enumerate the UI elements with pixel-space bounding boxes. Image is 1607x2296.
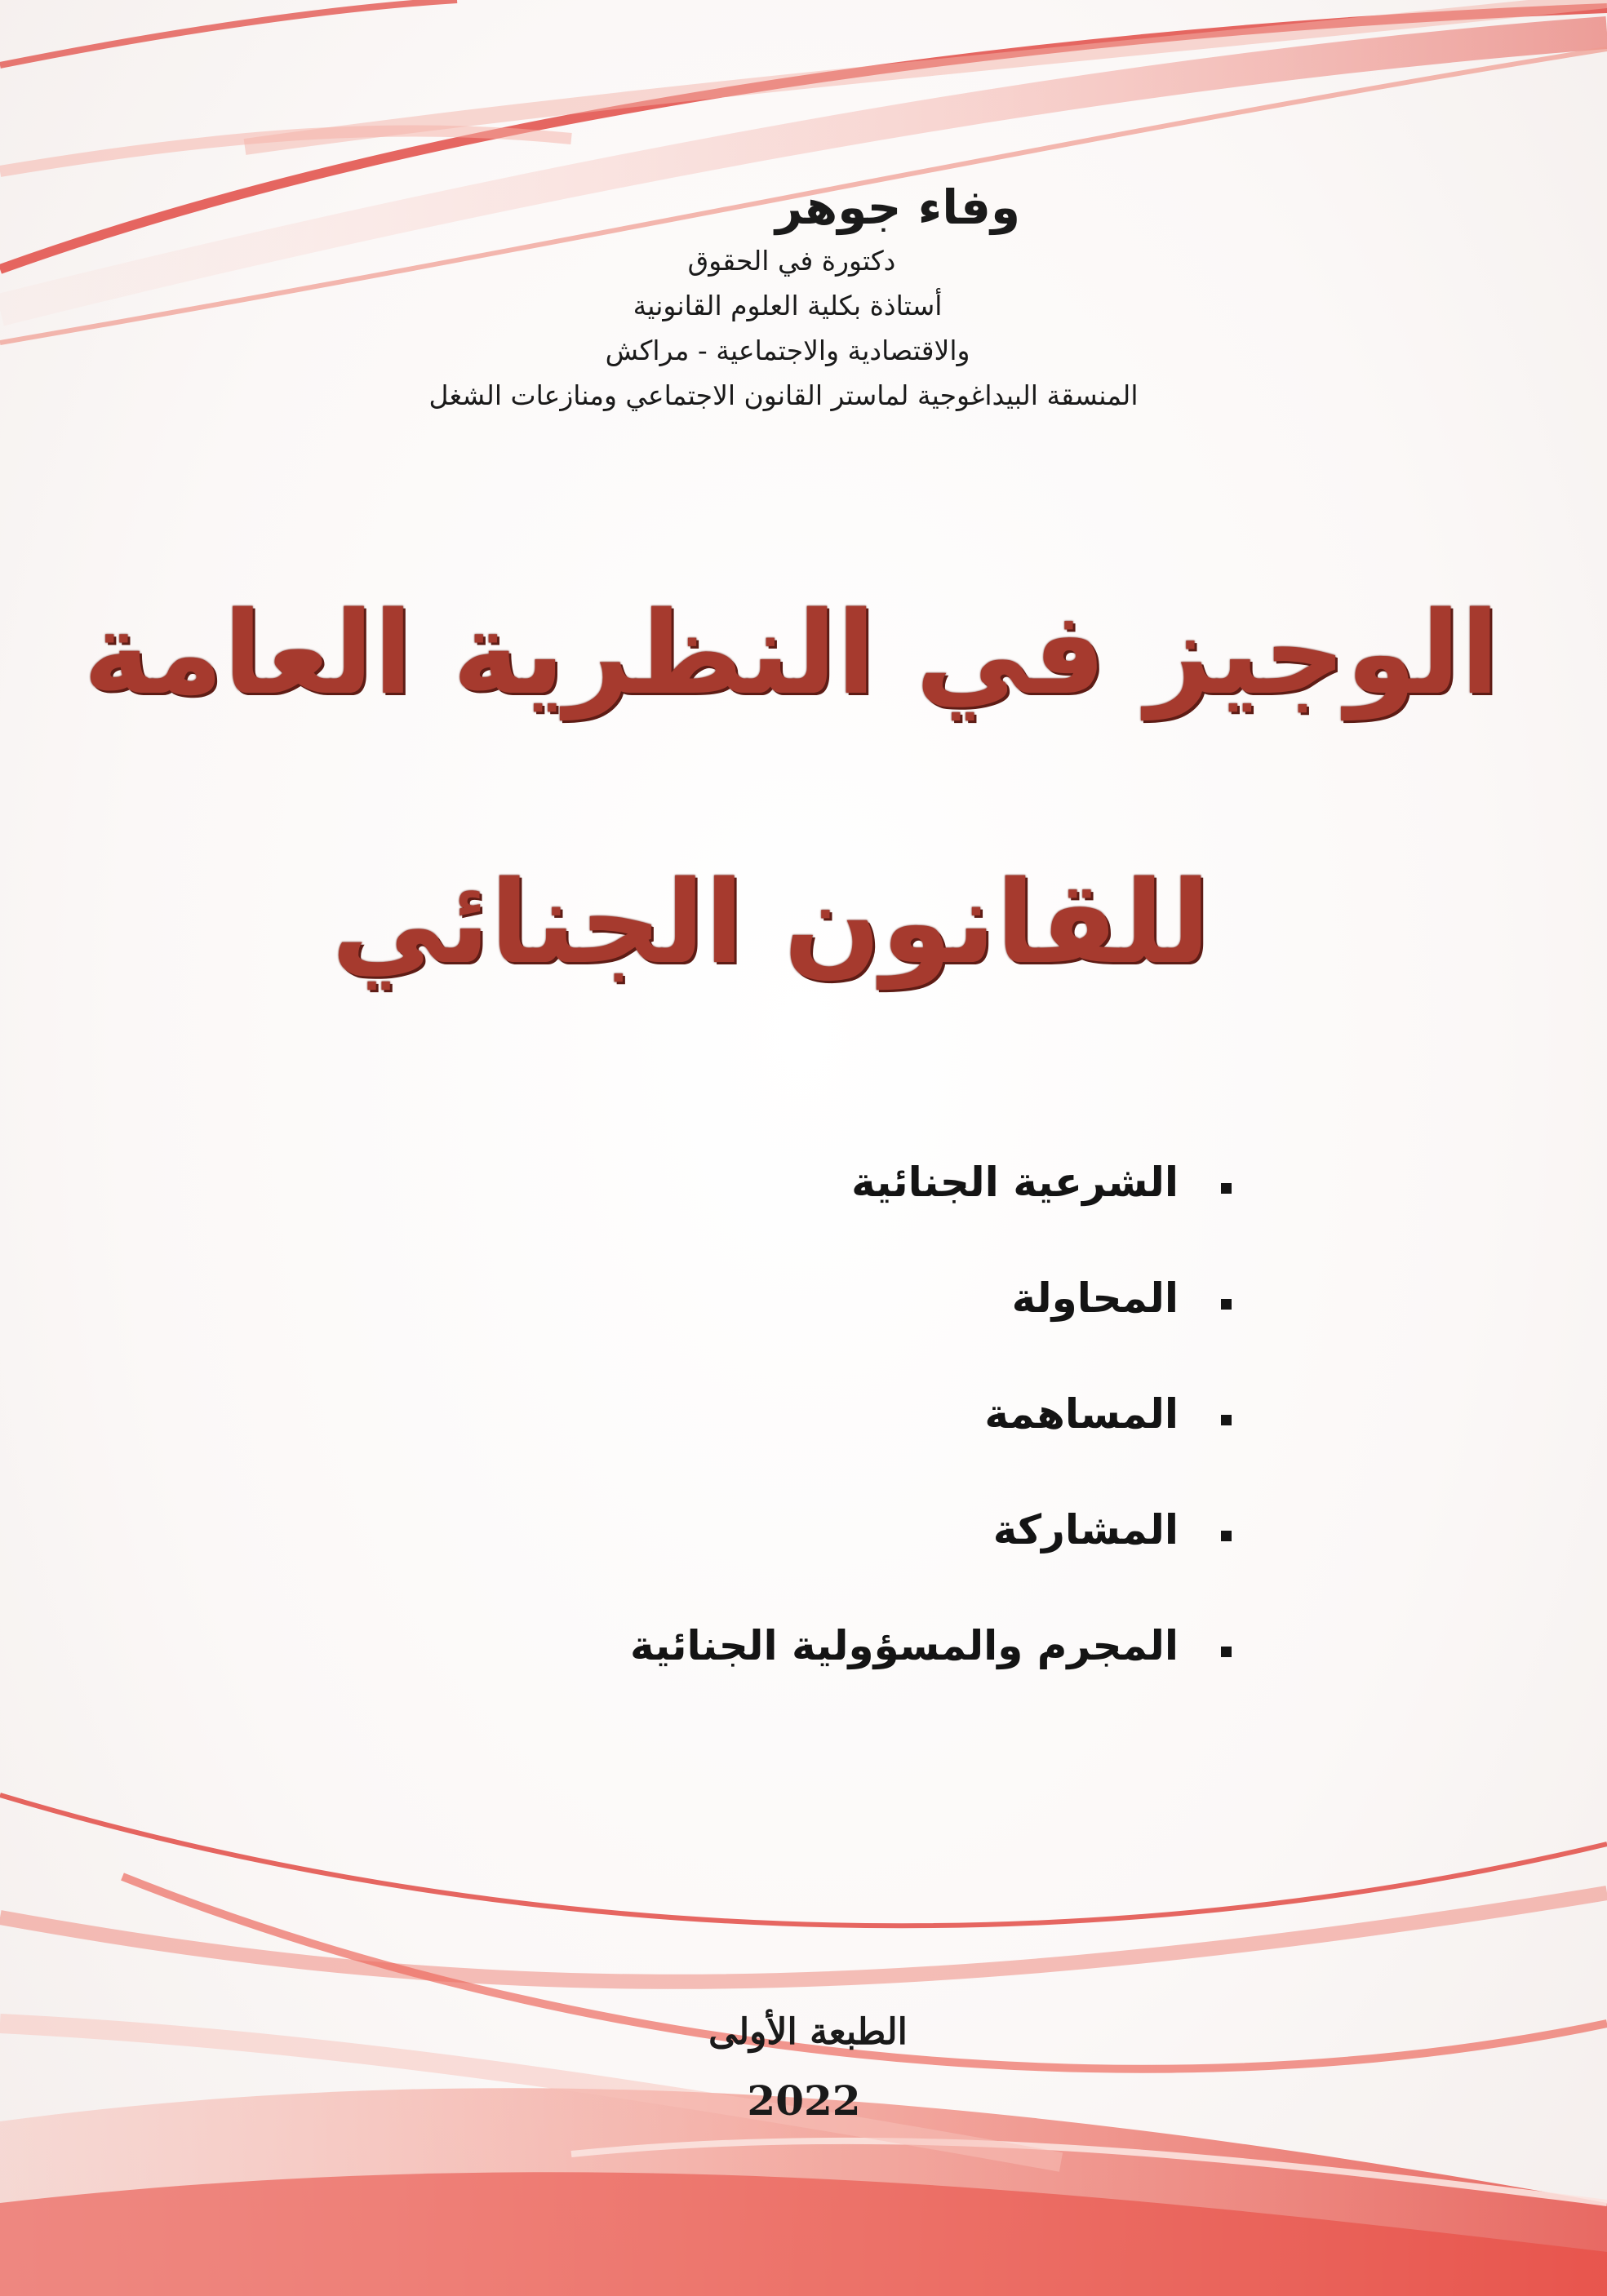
topic-label: الشرعية الجنائية [851,1159,1179,1206]
bullet-icon [1221,1647,1232,1657]
topic-item [497,1390,1232,1506]
bullet-icon [1221,1415,1232,1425]
book-title-line-1: الوجيز في النظرية العامة [82,587,1500,720]
top-swoosh-6 [0,131,571,171]
book-title-line-2: للقانون الجنائي [331,857,1210,990]
top-swoosh-5 [0,0,457,65]
bottom-swoosh-2 [0,1893,1607,1982]
topic-label: المحاولة [1011,1274,1179,1322]
topic-item [497,1622,1232,1738]
author-position: أستاذة بكلية العلوم القانونية [633,290,943,321]
topic-label: المشاركة [992,1506,1179,1554]
topic-item [497,1159,1232,1274]
edition-label: الطبعة الأولى [708,2011,908,2053]
topic-item [497,1506,1232,1622]
bullet-icon [1221,1299,1232,1310]
topics-list [497,1159,1232,1738]
publication-year: 2022 [747,2077,861,2125]
bottom-swoosh-1 [0,1795,1607,1926]
author-name: وفاء جوهر [775,180,1021,235]
topic-label: المجرم والمسؤولية الجنائية [630,1622,1179,1669]
bullet-icon [1221,1183,1232,1194]
author-degree: دكتورة في الحقوق [687,245,896,277]
bullet-icon [1221,1531,1232,1541]
author-faculty: والاقتصادية والاجتماعية - مراكش [605,335,970,366]
topic-label: المساهمة [984,1390,1179,1438]
topic-item [497,1274,1232,1390]
author-role: المنسقة البيداغوجية لماستر القانون الاجتماعي ومنازعات الشغل [428,379,1139,411]
